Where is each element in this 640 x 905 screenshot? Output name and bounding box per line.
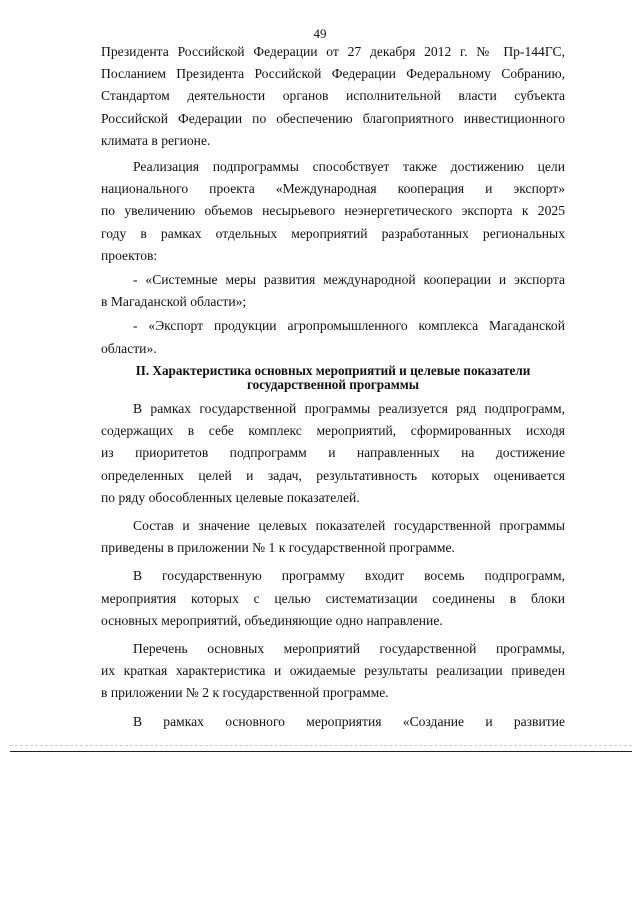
text-line: В государственную программу входит восемь подпрограмм, bbox=[133, 568, 565, 584]
heading-line: II. Характеристика основных мероприятий и целевые показатели bbox=[135, 363, 531, 378]
page-number: 49 bbox=[313, 26, 327, 41]
text-line: в Магаданской области»; bbox=[101, 294, 247, 310]
text-line: определенных целей и задач, результативность которых оценивается bbox=[101, 467, 565, 483]
text-line: в приложении № 2 к государственной программе. bbox=[101, 685, 389, 701]
list-item bbox=[101, 269, 565, 313]
text-block-top bbox=[101, 41, 565, 360]
text-line: по ряду обособленных целевые показателей. bbox=[101, 489, 360, 505]
text-line: году в рамках отдельных мероприятий разработанных региональных bbox=[101, 225, 565, 241]
text-line: В рамках основного мероприятия «Создание и развитие bbox=[133, 713, 565, 729]
page-divider bbox=[10, 751, 632, 752]
text-line: Состав и значение целевых показателей государственной программы bbox=[133, 518, 565, 534]
text-line: мероприятия которых с целью систематизации соединены в блоки bbox=[101, 590, 565, 606]
text-line: - «Системные меры развития международной кооперации и экспорта bbox=[133, 272, 565, 288]
text-line: Стандартом деятельности органов исполнительной власти субъекта bbox=[101, 88, 565, 104]
paragraph bbox=[101, 638, 565, 705]
text-line: по увеличению объемов несырьевого неэнергетического экспорта к 2025 bbox=[101, 203, 565, 219]
paragraph bbox=[101, 711, 565, 733]
paragraph bbox=[101, 41, 565, 152]
paragraph bbox=[101, 398, 565, 509]
text-line: Российской Федерации по обеспечению благоприятного инвестиционного bbox=[101, 110, 565, 126]
text-block-bottom bbox=[101, 398, 565, 733]
paragraph bbox=[101, 515, 565, 559]
text-line: Перечень основных мероприятий государственной программы, bbox=[133, 641, 565, 657]
text-line: - «Экспорт продукции агропромышленного комплекса Магаданской bbox=[133, 318, 565, 334]
heading-line: государственной программы bbox=[247, 377, 419, 392]
paragraph bbox=[101, 156, 565, 267]
text-line: приведены в приложении № 1 к государственной программе. bbox=[101, 540, 455, 556]
text-line: основных мероприятий, объединяющие одно направление. bbox=[101, 612, 443, 628]
section-heading bbox=[101, 364, 565, 392]
text-line: Реализация подпрограммы способствует также достижению цели bbox=[133, 159, 565, 175]
text-line: В рамках государственной программы реализуется ряд подпрограмм, bbox=[133, 401, 565, 416]
text-line: области». bbox=[101, 340, 157, 356]
text-line: содержащих в себе комплекс мероприятий, сформированных исходя bbox=[101, 423, 565, 439]
text-line: проектов: bbox=[101, 247, 158, 263]
text-line: их краткая характеристика и ожидаемые результаты реализации приведен bbox=[101, 663, 565, 679]
page-divider-faint bbox=[10, 745, 632, 746]
list-item bbox=[101, 315, 565, 359]
text-line: Президента Российской Федерации от 27 декабря 2012 г. № Пр-144ГС, bbox=[101, 44, 565, 59]
paragraph bbox=[101, 565, 565, 632]
text-line: климата в регионе. bbox=[101, 132, 211, 148]
text-line: из приоритетов подпрограмм и направленных на достижение bbox=[101, 445, 565, 461]
text-line: Посланием Президента Российской Федерации Федеральному Собранию, bbox=[101, 66, 565, 82]
text-line: национального проекта «Международная кооперация и экспорт» bbox=[101, 181, 565, 197]
